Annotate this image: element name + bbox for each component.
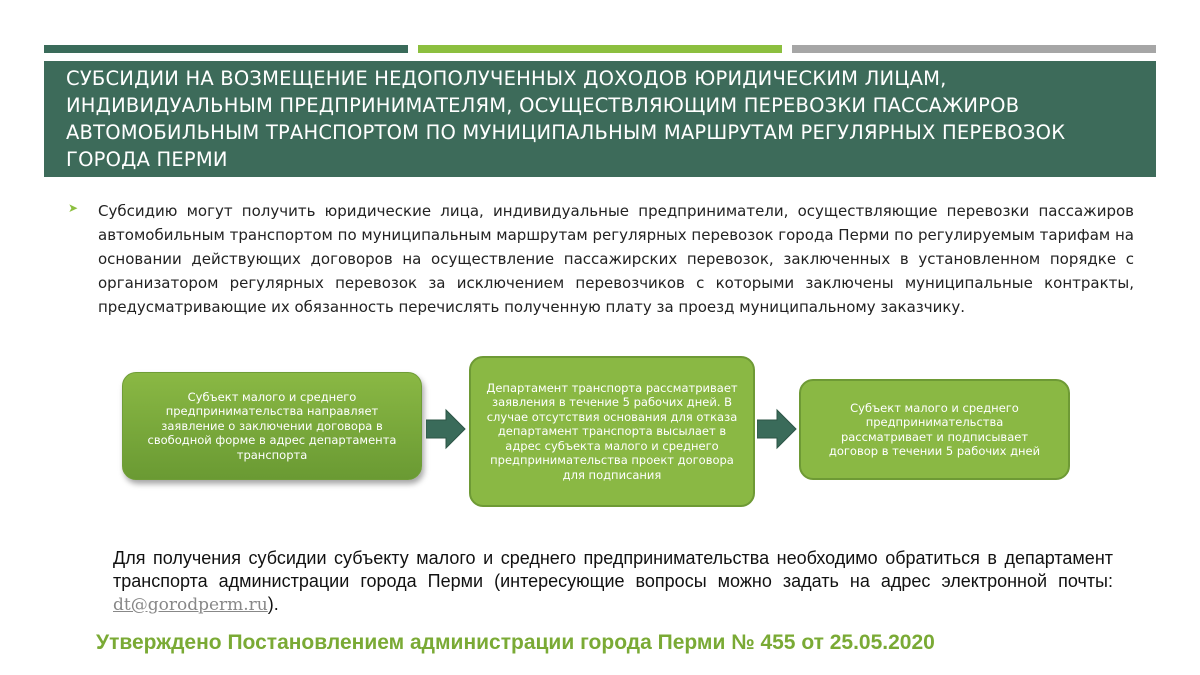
bullet-paragraph <box>68 199 1134 319</box>
contact-paragraph <box>113 547 1113 617</box>
top-accent-bar-dark <box>44 45 408 53</box>
bullet-text: Субсидию могут получить юридические лица, индивидуальные предприниматели, осуществляющие перевозки пассажиров автомобильным транспортом по муниципальным маршрутам регулярных перевозок города Перми по регулируемым тарифам на основании действующих договоров на осуществление пассажирских перевозок, заключенных в установленном порядке с организатором регулярных перевозок за исключением перевозчиков с которыми заключены муниципальные контракты, предусматривающие их обязанность перечислять полученную плату за проезд муниципальному заказчику. <box>98 202 1134 316</box>
flow-step-2-text: Департамент транспорта рассматривает заявления в течение 5 рабочих дней. В случае отсутствия основания для отказа департамент транспорта высылает в адрес субъекта малого и среднего предпринимательства проект договора для подписания <box>486 380 738 482</box>
contact-text: Для получения субсидии субъекту малого и среднего предпринимательства необходимо обратиться в департамент транспорта администрации города Перми (интересующие вопросы можно задать на адрес электронной почты: <box>113 548 1113 591</box>
title-band <box>44 61 1156 177</box>
right-arrow-icon <box>757 408 797 450</box>
slide-title: СУБСИДИИ НА ВОЗМЕЩЕНИЕ НЕДОПОЛУЧЕННЫХ ДОХОДОВ ЮРИДИЧЕСКИМ ЛИЦАМ, ИНДИВИДУАЛЬНЫМ ПРЕДПРИНИМАТЕЛЯМ, ОСУЩЕСТВЛЯЮЩИМ ПЕРЕВОЗКИ ПАССАЖИРОВ АВТОМОБИЛЬНЫМ ТРАНСПОРТОМ ПО МУНИЦИПАЛЬНЫМ МАРШРУТАМ РЕГУЛЯРНЫХ ПЕРЕВОЗОК ГОРОДА ПЕРМИ <box>66 67 1066 171</box>
right-arrow-icon <box>426 408 466 450</box>
flow-step-3 <box>799 379 1070 480</box>
flow-step-2 <box>469 356 755 507</box>
email-link[interactable]: dt@gorodperm.ru <box>113 595 268 615</box>
arrowhead-bullet-icon: ➤ <box>68 201 79 215</box>
contact-text-end: ). <box>267 594 279 614</box>
approval-note: Утверждено Постановлением администрации города Перми № 455 от 25.05.2020 <box>96 631 935 654</box>
top-accent-bar-green <box>418 45 782 53</box>
flow-step-1-text: Субъект малого и среднего предпринимательства направляет заявление о заключении договора в свободной форме в адрес департамента транспорта <box>147 389 397 462</box>
flow-step-3-text: Субъект малого и среднего предпринимательства рассматривает и подписывает договор в течении 5 рабочих дней <box>828 400 1041 458</box>
top-accent-bar-gray <box>792 45 1156 53</box>
flow-step-1 <box>122 372 422 480</box>
